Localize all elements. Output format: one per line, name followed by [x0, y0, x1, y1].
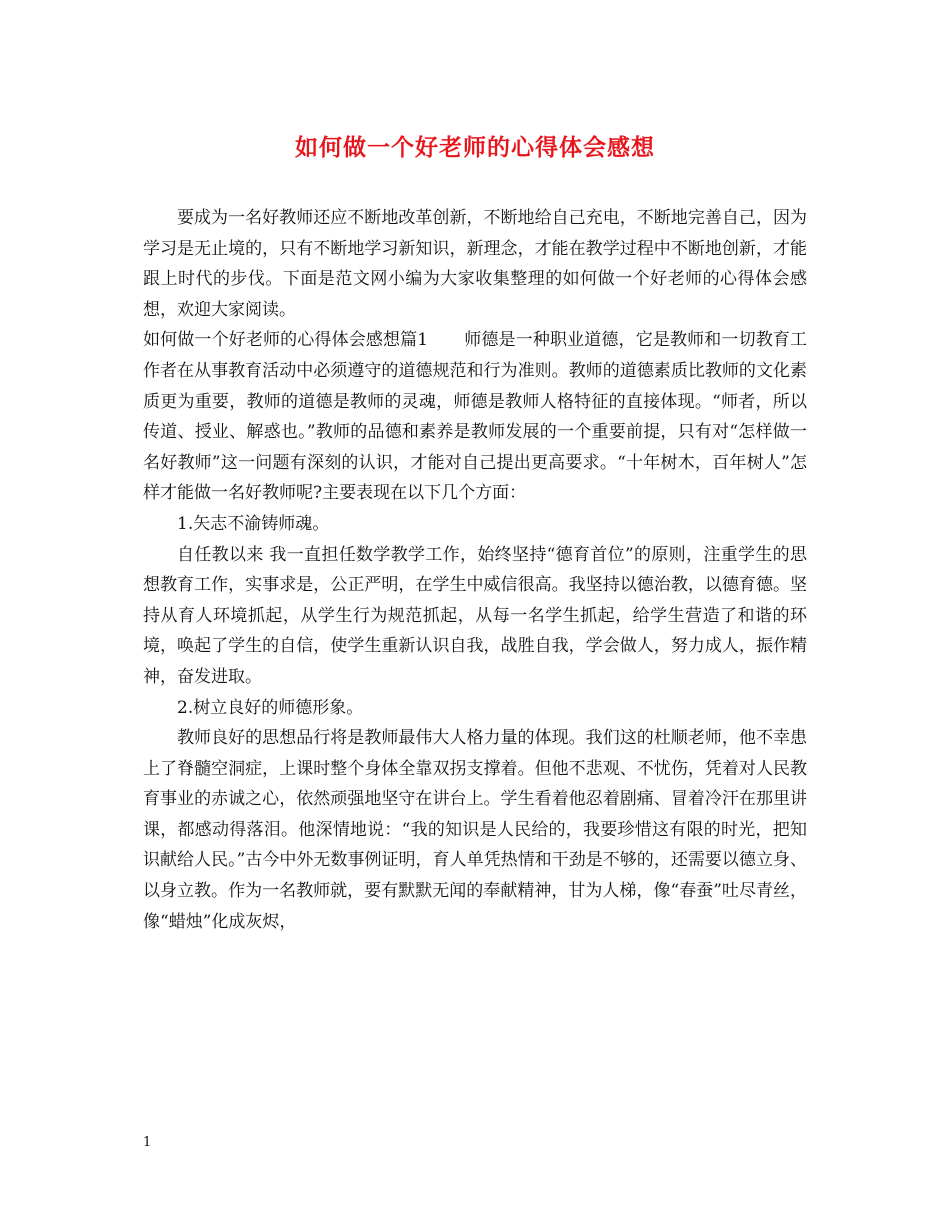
section-text: 师德是一种职业道德，它是教师和一切教育工作者在从事教育活动中必须遵守的道德规范和行为准则。教师的道德素质比教师的文化素质更为重要，教师的道德是教师的灵魂，师德是教师人格特征的直接体现。“师者，所以传道、授业、解惑也。”教师的品德和素养是教师发展的一个重要前提，只有对“怎样做一名好教师”这一问题有深刻的认识，才能对自己提出更高要求。“十年树木，百年树人”怎样才能做一名好教师呢?主要表现在以下几个方面： — [143, 330, 807, 504]
intro-paragraph: 要成为一名好教师还应不断地改革创新，不断地给自己充电，不断地完善自己，因为学习是无止境的，只有不断地学习新知识，新理念，才能在教学过程中不断地创新，才能跟上时代的步伐。下面是范文网小编为大家收集整理的如何做一个好老师的心得体会感想，欢迎大家阅读。 — [143, 208, 807, 320]
section-heading: 如何做一个好老师的心得体会感想篇1 — [143, 330, 429, 351]
point-2-heading: 2.树立良好的师德形象。 — [177, 697, 364, 718]
point-2-paragraph: 教师良好的思想品行将是教师最伟大人格力量的体现。我们这的杜顺老师，他不幸患上了脊髓空洞症，上课时整个身体全靠双拐支撑着。但他不悲观、不忧伤，凭着对人民教育事业的赤诚之心，依然顽强地坚守在讲台上。学生看着他忍着剧痛、冒着冷汗在那里讲课，都感动得落泪。他深情地说：“我的知识是人民给的，我要珍惜这有限的时光，把知识献给人民。”古今中外无数事例证明，育人单凭热情和干劲是不够的，还需要以德立身、以身立教。作为一名教师就，要有默默无闻的奉献精神，甘为人梯，像“春蚕”吐尽青丝，像“蜡烛”化成灰烬， — [143, 728, 807, 932]
point-1-heading: 1.矢志不渝铸师魂。 — [177, 513, 330, 534]
document-title: 如何做一个好老师的心得体会感想 — [295, 134, 655, 161]
point-1-paragraph: 自任教以来 我一直担任数学教学工作，始终坚持“德育首位”的原则，注重学生的思想教育工作，实事求是，公正严明，在学生中威信很高。我坚持以德治教，以德育德。坚持从育人环境抓起，从学生行为规范抓起，从每一名学生抓起，给学生营造了和谐的环境，唤起了学生的自信，使学生重新认识自我，战胜自我，学会做人，努力成人，振作精神，奋发进取。 — [143, 544, 807, 687]
section-paragraph — [143, 325, 807, 509]
page-number: 1 — [143, 1135, 152, 1150]
document-body — [143, 203, 807, 937]
